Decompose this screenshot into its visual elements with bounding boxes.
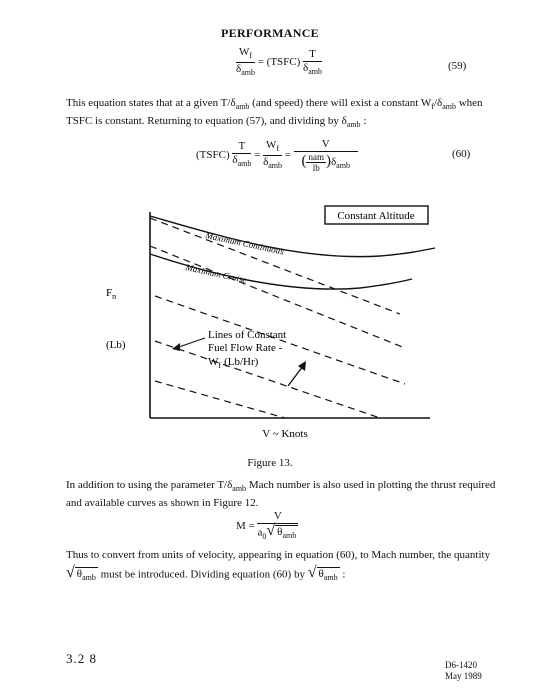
page-number: 3.2 8 (66, 651, 97, 666)
eq60-v-den-tail: δ (330, 156, 337, 169)
para1-text-a: This equation states that at a given T/δ (66, 97, 236, 109)
eq60-fraction-t (232, 140, 251, 170)
eq60-t-den: δ (232, 154, 238, 167)
paragraph-3 (66, 548, 496, 584)
para1-text-d: when (455, 97, 483, 109)
para1-line2-end: : (360, 115, 367, 128)
para3-line2-end: : (342, 568, 346, 581)
para1-line2-sub: amb (346, 120, 361, 130)
figure-13-chart (100, 196, 450, 446)
page-title: PERFORMANCE (221, 26, 319, 40)
legend-label: Constant Altitude (337, 210, 415, 222)
x-axis-label: V ~ Knots (262, 428, 308, 440)
sqrt-icon: √ $\theta_{amb}$ (307, 564, 338, 583)
eq59-fraction-right (303, 48, 322, 78)
para1-text-b: (and speed) there will exist a constant W (249, 97, 432, 109)
paragraph-1 (66, 96, 496, 132)
paragraph-2 (66, 478, 496, 511)
eq59-num-right: T (303, 48, 322, 62)
eq60-number: (60) (452, 148, 471, 160)
eq60-lead: (TSFC) (196, 149, 230, 162)
para2-text-a: In addition to using the parameter T/δ (66, 479, 233, 491)
max-continuous-label: Maximum Continuous (204, 230, 285, 257)
eq60-nam-lb (306, 152, 326, 173)
eq60-nam: nam (308, 152, 324, 162)
eq60-equals-1: = (254, 149, 261, 162)
eq59-den-right-sub: amb (308, 66, 323, 76)
doc-date: May 1989 (445, 671, 482, 681)
para3-theta: θ (76, 568, 83, 580)
mach-num: V (257, 510, 298, 524)
mach-den-a-sub: 0 (262, 531, 267, 541)
eq60-lb: lb (312, 163, 320, 173)
lines-label-pointer-head (172, 343, 180, 351)
para2-text-b: Mach number is also used in plotting the thrust required (246, 479, 496, 491)
eq60-w-den-sub: amb (268, 161, 283, 171)
equation-59 (236, 46, 322, 79)
figure-caption: Figure 13. (247, 457, 293, 469)
eq60-w-num: W (266, 138, 277, 151)
lines-label-2: Fuel Flow Rate - (208, 342, 283, 354)
mach-den-a: a (257, 526, 263, 539)
y-axis-label: $F_n$ (106, 287, 117, 301)
para3-theta2: θ (318, 568, 324, 580)
mach-lhs: M = (236, 519, 255, 532)
mach-theta-sub: amb (282, 531, 297, 541)
para3-line2-text: must be introduced. Dividing equation (60) by (100, 568, 305, 581)
eq60-equals-2: = (284, 149, 291, 162)
increase-arrow (288, 366, 303, 386)
fuel-flow-line-5 (155, 381, 285, 418)
sqrt-icon: √ $\theta_{amb}$ (266, 522, 297, 541)
mach-theta: θ (277, 526, 283, 538)
eq59-num-left: W (238, 46, 250, 58)
eq60-fraction-w (263, 139, 282, 172)
mach-fraction (257, 510, 298, 543)
eq59-den-left-sub: amb (241, 68, 255, 78)
para1-sub-c: amb (442, 102, 456, 112)
eq60-w-den: δ (263, 156, 269, 168)
eq60-paren-close: ) (325, 153, 331, 170)
eq60-fraction-v (294, 138, 358, 173)
max-cruise-label: Maximum Cruise (184, 262, 248, 285)
equation-60 (196, 138, 358, 173)
para3-line1: Thus to convert from units of velocity, appearing in equation (60), to Mach number, the quantity (66, 549, 491, 561)
eq59-fraction-left (236, 46, 255, 79)
eq59-den-left: δ (236, 63, 242, 76)
sqrt-icon: √ $\theta_{amb}$ (66, 564, 96, 583)
lines-label-1: Lines of Constant (208, 329, 287, 341)
para1-sub-b: f (431, 102, 434, 112)
eq59-number: (59) (448, 60, 467, 72)
equation-mach (236, 510, 298, 543)
para3-theta-sub: amb (82, 573, 96, 583)
eq60-t-den-sub: amb (237, 159, 252, 169)
lines-label-3: $W_f$ (Lb/Hr) (208, 356, 259, 370)
eq59-num-left-sub: f (249, 51, 253, 61)
eq60-t-num: T (232, 140, 251, 154)
para1-sub-a: amb (235, 102, 250, 112)
eq60-w-num-sub: f (276, 144, 280, 153)
lines-label-pointer (176, 338, 205, 348)
para2-line2: and available curves as shown in Figure 12. (66, 497, 259, 510)
eq59-mid: = (TSFC) (257, 56, 301, 69)
doc-id: D6-1420 (445, 660, 477, 670)
y-axis-unit: (Lb) (106, 339, 126, 351)
eq60-v-num: V (294, 138, 358, 152)
eq60-paren-open: ( (301, 153, 307, 170)
para3-theta2-sub: amb (323, 573, 338, 583)
para1-text-c: /δ (433, 97, 443, 109)
increase-arrow-head (298, 361, 306, 371)
para1-line2: TSFC is constant. Returning to equation (57), and dividing by δ (66, 115, 347, 128)
eq60-v-den-sub: amb (336, 161, 350, 171)
para2-sub: amb (232, 484, 247, 494)
eq59-den-right: δ (303, 61, 309, 74)
